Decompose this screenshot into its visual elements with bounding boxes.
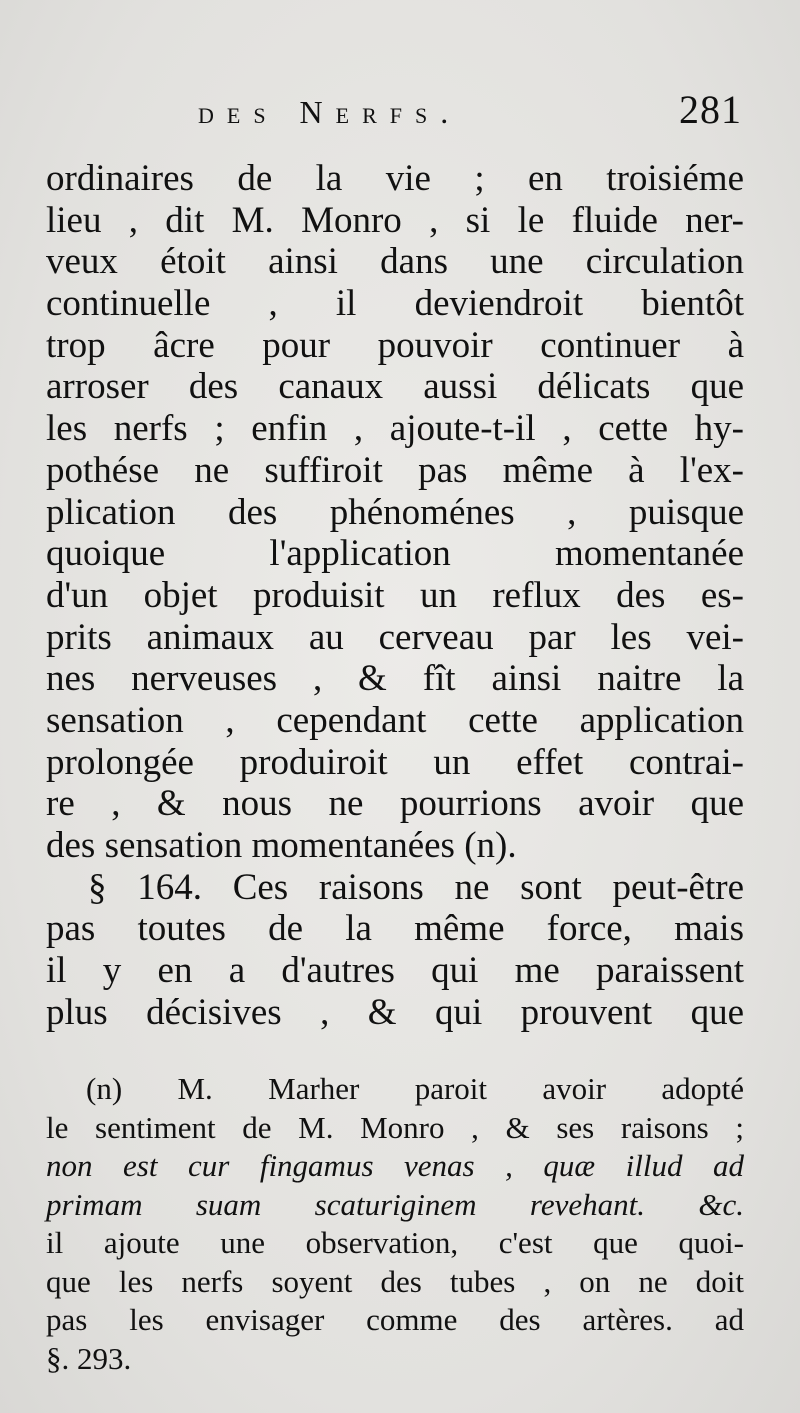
footnote-line: pas les envisager comme des artères. ad xyxy=(46,1302,744,1337)
text-line: re , & nous ne pourrions avoir que xyxy=(46,783,744,825)
text-line: il y en a d'autres qui me paraissent xyxy=(46,950,744,992)
footnote-line: (n) M. Marher paroit avoir adopté xyxy=(86,1071,744,1106)
footnote-quote-line: non est cur fingamus venas , quæ illud ad xyxy=(46,1148,744,1183)
text-line: pothése ne suffiroit pas même à l'ex- xyxy=(46,449,744,491)
text-line: des sensation momentanées (n). xyxy=(46,825,517,866)
text-line: plus décisives , & qui prouvent que xyxy=(46,991,744,1033)
text-line: veux étoit ainsi dans une circulation xyxy=(46,241,744,283)
text-line: lieu , dit M. Monro , si le fluide ner- xyxy=(46,199,744,241)
footnote xyxy=(46,1070,744,1378)
text-line: quoique l'application momentanée xyxy=(46,533,744,575)
text-line: arroser des canaux aussi délicats que xyxy=(46,366,744,408)
text-line: ordinaires de la vie ; en troisiéme xyxy=(46,158,744,199)
text-line: continuelle , il deviendroit bientôt xyxy=(46,283,744,325)
section-start-line: § 164. Ces raisons ne sont peut-être xyxy=(88,866,744,908)
footnote-quote-line: primam suam scaturiginem revehant. &c. xyxy=(46,1186,744,1222)
text-line: d'un objet produisit un reflux des es- xyxy=(46,574,744,616)
page-header xyxy=(0,80,800,140)
main-text xyxy=(46,158,744,1033)
footnote-line: le sentiment de M. Monro , & ses raisons ; xyxy=(46,1109,744,1145)
page-number: 281 xyxy=(679,87,742,132)
footnote-line: que les nerfs soyent des tubes , on ne doit xyxy=(46,1263,744,1299)
footnote-line: il ajoute une observation, c'est que quoi- xyxy=(46,1225,744,1260)
text-line: prolongée produiroit un effet contrai- xyxy=(46,741,744,783)
footnote-line: §. 293. xyxy=(46,1340,132,1376)
text-line: nes nerveuses , & fît ainsi naitre la xyxy=(46,658,744,700)
text-line: pas toutes de la même force, mais xyxy=(46,908,744,950)
text-line: prits animaux au cerveau par les vei- xyxy=(46,616,744,658)
text-line: sensation , cependant cette application xyxy=(46,699,744,741)
running-title: des Nerfs. xyxy=(198,94,462,130)
text-line: plication des phénoménes , puisque xyxy=(46,491,744,533)
text-line: les nerfs ; enfin , ajoute-t-il , cette hy- xyxy=(46,408,744,450)
text-line: trop âcre pour pouvoir continuer à xyxy=(46,324,744,366)
